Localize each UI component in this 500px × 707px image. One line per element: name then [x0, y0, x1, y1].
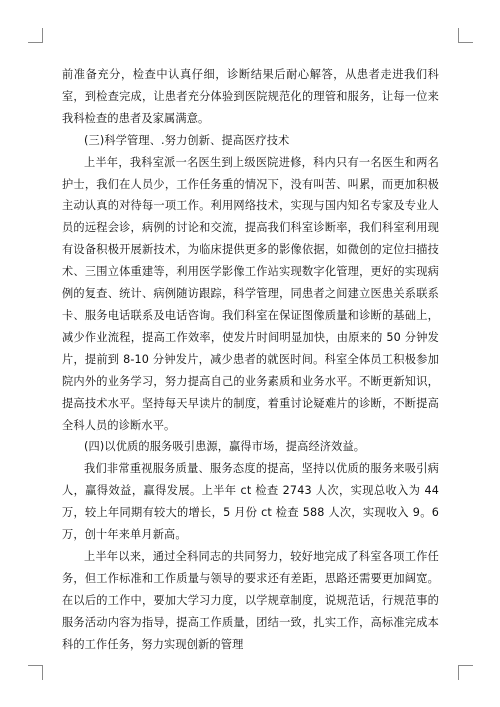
crop-mark-top-left	[28, 28, 43, 43]
paragraph-management: 上半年，我科室派一名医生到上级医院进修，科内只有一名医生和两名护士，我们在人员少，工作任务重的情况下，没有叫苦、叫累，而更加积极主动认真的对待每一项工作。利用网络技术，实现与国内知名专家及专业人员的远程会诊，病例的讨论和交流，提高我们科室诊断率，我们科室利用现有设备积极开展新技术，为临床提供更多的影像依据，如微创的定位扫描技术、三围立体重建等，利用医学影像工作站实现数字化管理，更好的实现病例的复查、统计、病例随访跟踪，科学管理，同患者之间建立医患关系联系卡、服务电话联系及电话咨询。我们科室在保证图像质量和诊断的基础上，减少作业流程，提高工作效率，使发片时间明显加快，由原来的 50 分钟发片，提前到 8-10 分钟发片，减少患者的就医时间。科室全体员工积极参加院内外的业务学习，努力提高自己的业务素质和业务水平。不断更新知识，提高技术水平。坚持每天早读片的制度，着重讨论疑难片的诊断，不断提高全科人员的诊断水平。	[62, 155, 439, 432]
crop-mark-bottom-left	[28, 665, 43, 680]
section-heading-4: (四)以优质的服务吸引患源，赢得市场，提高经济效益。	[84, 440, 366, 454]
paragraph-summary: 上半年以来，通过全科同志的共同努力，较好地完成了科室各项工作任务，但工作标准和工作质量与领导的要求还有差距，思路还需要更加阔宽。在以后的工作中，要加大学习力度，以学规章制度，说规范话，行规范事的服务活动内容为指导，提高工作质量，团结一致，扎实工作，高标准完成本科的工作任务，努力实现创新的管理	[62, 549, 439, 651]
crop-mark-top-right	[458, 28, 473, 43]
paragraph-continuation: 前准备充分，检查中认真仔细，诊断结果后耐心解答，从患者走进我们科室，到检查完成，让患者充分体验到医院规范化的理管和服务，让每一位来我科检查的患者及家属满意。	[62, 68, 439, 125]
section-heading-3: (三)科学管理、.努力创新、提高医疗技术	[84, 133, 290, 147]
crop-mark-bottom-right	[458, 665, 473, 680]
paragraph-service: 我们非常重视服务质量、服务态度的提高，坚持以优质的服务来吸引病人，赢得效益，赢得发展。上半年 ct 检查 2743 人次，实现总收入为 44 万，较上年同期有较大的增长，5 月份 ct 检查 588 人次，实现收入 9。6 万，创十年来单月新高。	[62, 462, 439, 542]
document-body	[62, 64, 439, 655]
